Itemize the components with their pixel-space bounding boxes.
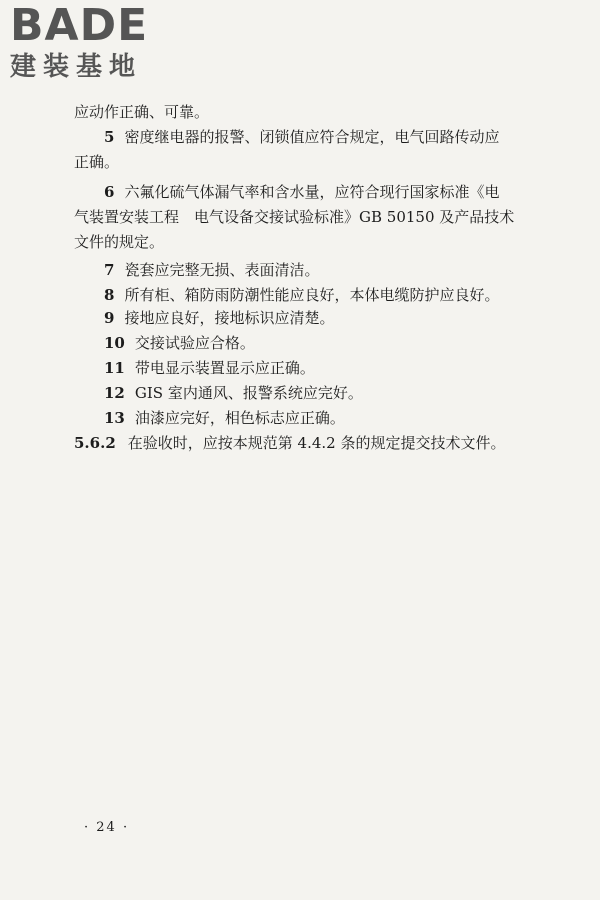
clause-item-5: 5 密度继电器的报警、闭锁值应符合规定，电气回路传动应 [104,128,500,146]
clause-number: 13 [104,409,125,427]
clause-item-8: 8 所有柜、箱防雨防潮性能应良好，本体电缆防护应良好。 [104,286,500,304]
clause-item-7: 7 瓷套应完整无损、表面清洁。 [104,261,320,279]
clause-number: 7 [104,261,115,279]
clause-number: 9 [104,309,115,327]
clause-number: 11 [104,359,125,377]
clause-item-11: 11 带电显示装置显示应正确。 [104,359,315,377]
page-number: · 24 · [84,820,130,835]
clause-item-6-cont2: 文件的规定。 [74,233,165,251]
clause-number: 10 [104,334,125,352]
section-5-6-2: 5.6.2 在验收时，应按本规范第 4.4.2 条的规定提交技术文件。 [74,434,506,452]
clause-item-9: 9 接地应良好，接地标识应清楚。 [104,309,335,327]
text-line-continuation: 应动作正确、可靠。 [74,103,210,121]
section-number: 5.6.2 [74,434,116,452]
clause-number: 12 [104,384,125,402]
clause-item-5-cont: 正确。 [74,153,120,171]
clause-item-13: 13 油漆应完好，相色标志应正确。 [104,409,345,427]
clause-number: 8 [104,286,115,304]
clause-number: 5 [104,128,115,146]
clause-item-6: 6 六氟化硫气体漏气率和含水量，应符合现行国家标准《电 [104,183,500,201]
clause-item-12: 12 GIS 室内通风、报警系统应完好。 [104,384,363,402]
clause-item-6-cont: 气装置安装工程 电气设备交接试验标准》GB 50150 及产品技术 [74,208,515,226]
logo-chinese-text: 建装基地 [10,52,143,82]
logo-latin-text: BADE [10,0,149,51]
clause-item-10: 10 交接试验应合格。 [104,334,255,352]
bade-logo [10,2,148,82]
clause-number: 6 [104,183,115,201]
